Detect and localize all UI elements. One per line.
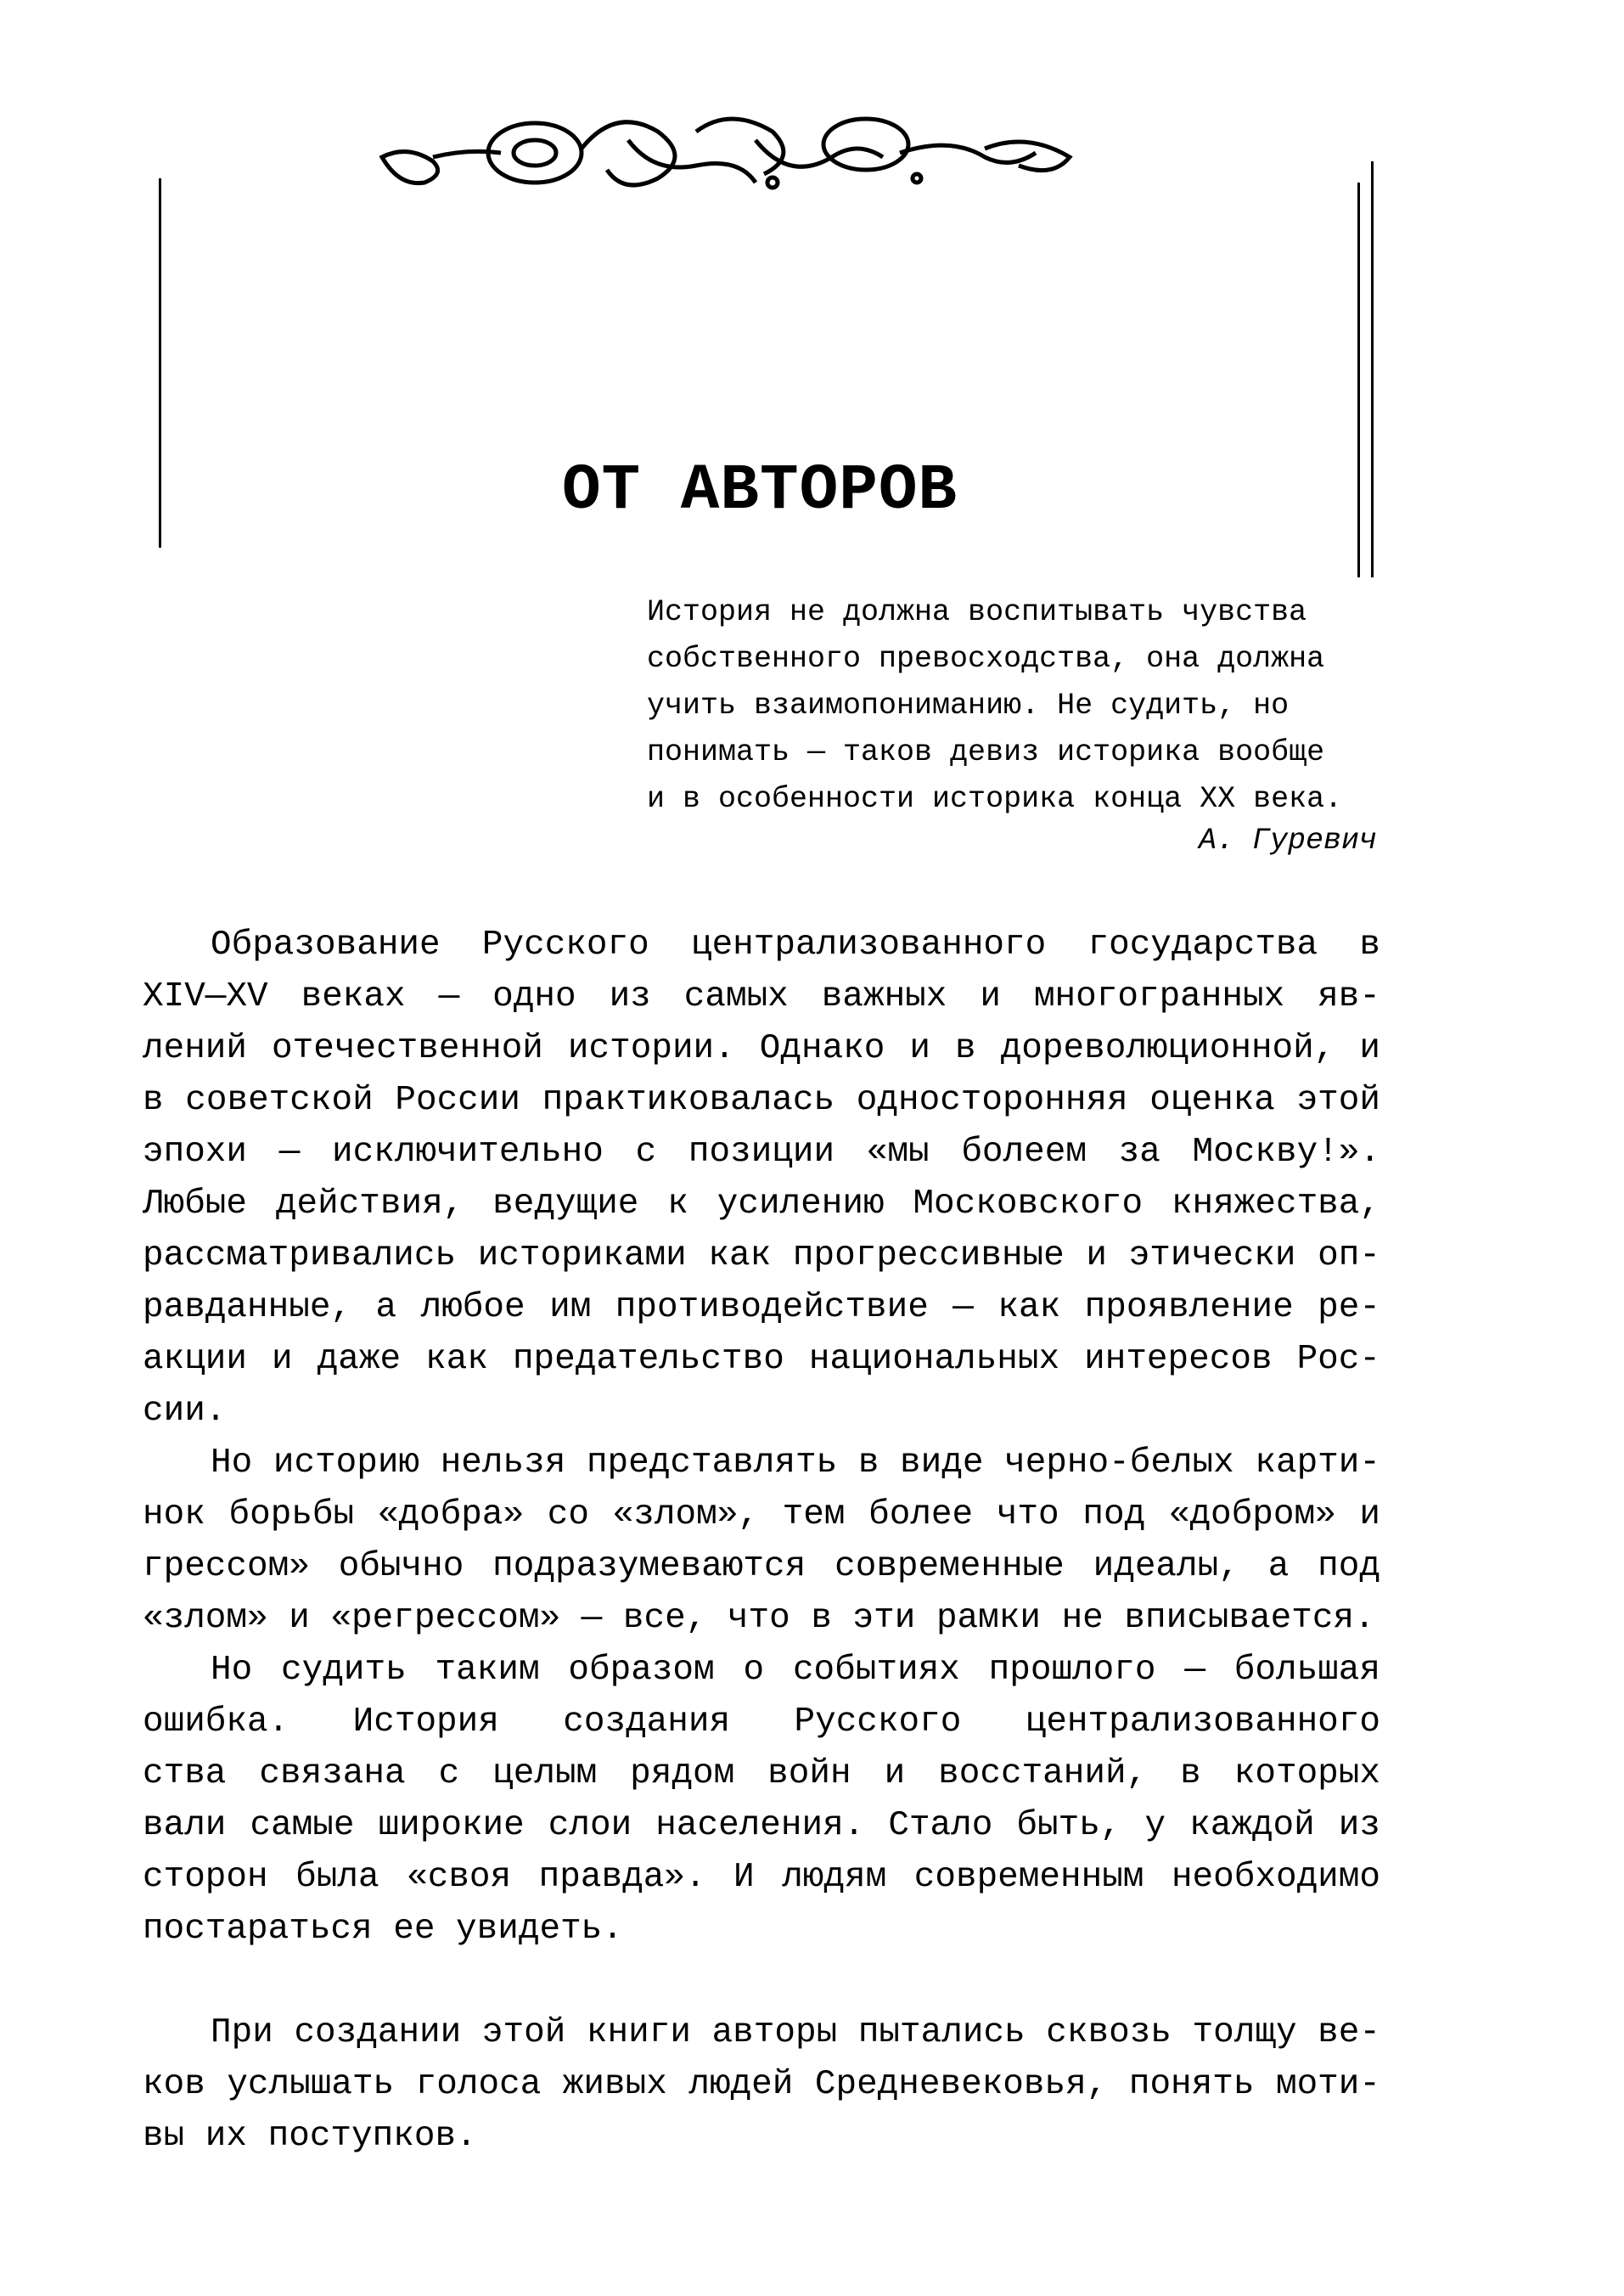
paragraph [143,1438,1380,1645]
epigraph-line: и в особенности историка конца XX века. [647,782,1343,816]
text-line: вали самые широкие слои населения. Стало быть, у каждой из [143,1806,1380,1845]
epigraph-line: учить взаимопониманию. Не судить, но [647,689,1290,723]
decorative-ornament-icon [374,106,1087,200]
paragraph [143,920,1380,1438]
paragraph [143,1645,1380,1956]
text-line: сторон была «своя правда». И людям современным необходимо [143,1858,1380,1897]
epigraph-line: собственного превосходства, она должна [647,642,1325,676]
text-line: ошибка. История создания Русского централизованного [143,1702,1380,1742]
text-line: XIV—XV веках — одно из самых важных и многогранных яв- [143,977,1380,1016]
body-text [143,920,1380,2163]
text-line: нок борьбы «добра» со «злом», тем более что под «добром» и [143,1495,1380,1534]
text-line: сии. [143,1392,227,1431]
text-line: грессом» обычно подразумеваются современные идеалы, а под [143,1547,1380,1586]
text-line: постараться ее увидеть. [143,1910,623,1949]
text-line: Но судить таким образом о событиях прошлого — большая [211,1651,1380,1690]
text-line: эпохи — исключительно с позиции «мы болеем за Москву!». [143,1133,1380,1172]
text-line: Любые действия, ведущие к усилению Московского княжества, [143,1185,1380,1224]
epigraph [647,589,1377,823]
paragraph [143,2007,1380,2163]
text-line: в советской России практиковалась односторонняя оценка этой [143,1081,1380,1120]
text-line: ства связана с целым рядом войн и восстаний, в которых [143,1754,1380,1793]
text-line: ков услышать голоса живых людей Средневековья, понять моти- [143,2065,1380,2104]
text-line: При создании этой книги авторы пытались сквозь толщу ве- [211,2013,1380,2052]
text-line: равданные, а любое им противодействие — как проявление ре- [143,1288,1380,1327]
text-line: Но историю нельзя представлять в виде черно-белых карти- [211,1443,1380,1483]
text-line: «злом» и «регрессом» — все, что в эти рамки не вписывается. [143,1599,1375,1638]
epigraph-line: понимать — таков девиз историка вообще [647,735,1325,769]
text-line: лений отечественной истории. Однако и в дореволюционной, и [143,1029,1380,1068]
page-title: ОТ АВТОРОВ [561,454,958,527]
epigraph-line: История не должна воспитывать чувства [647,595,1307,629]
text-line: акции и даже как предательство национальных интересов Рос- [143,1340,1380,1379]
text-line: вы их поступков. [143,2117,477,2156]
text-line: рассматривались историками как прогрессивные и этически оп- [143,1236,1380,1275]
text-line: Образование Русского централизованного государства в [211,926,1380,965]
epigraph-author: А. Гуревич [1198,824,1377,858]
paragraph-gap [143,1956,1380,2007]
